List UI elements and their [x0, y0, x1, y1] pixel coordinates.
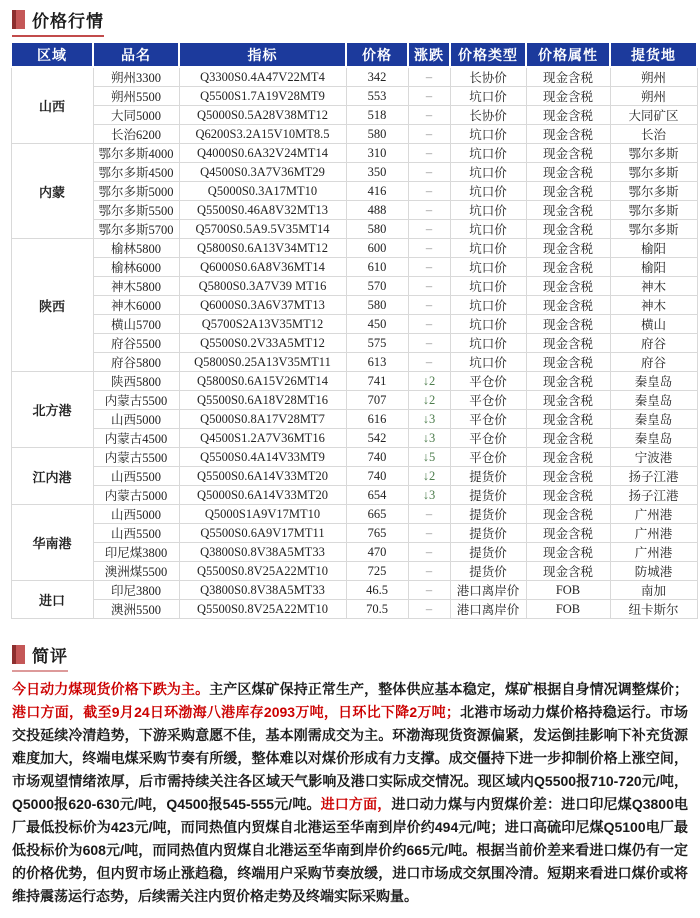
- table-row: [11, 67, 697, 87]
- table-row: [11, 144, 697, 163]
- price-type-cell: 提货价: [450, 486, 526, 505]
- name-cell: 澳洲5500: [93, 600, 179, 619]
- price-cell: 740: [346, 448, 408, 467]
- place-cell: 鄂尔多斯: [610, 163, 697, 182]
- commentary-highlight: 港口方面，截至9月24日环渤海八港库存2093万吨，日环比下降2万吨；: [12, 704, 460, 720]
- name-cell: 横山5700: [93, 315, 179, 334]
- price-type-cell: 港口离岸价: [450, 600, 526, 619]
- spec-cell: Q6000S0.3A6V37MT13: [179, 296, 346, 315]
- name-cell: 内蒙古4500: [93, 429, 179, 448]
- table-row: [11, 448, 697, 467]
- place-cell: 神木: [610, 296, 697, 315]
- price-type-cell: 坑口价: [450, 239, 526, 258]
- price-attr-cell: 现金含税: [526, 467, 610, 486]
- spec-cell: Q4500S1.2A7V36MT16: [179, 429, 346, 448]
- price-attr-cell: 现金含税: [526, 201, 610, 220]
- price-attr-cell: 现金含税: [526, 410, 610, 429]
- table-row: [11, 277, 697, 296]
- price-attr-cell: 现金含税: [526, 543, 610, 562]
- change-cell: ↓2: [408, 391, 450, 410]
- price-attr-cell: 现金含税: [526, 315, 610, 334]
- price-type-cell: 坑口价: [450, 353, 526, 372]
- table-row: [11, 239, 697, 258]
- table-row: [11, 106, 697, 125]
- spec-cell: Q3800S0.8V38A5MT33: [179, 581, 346, 600]
- price-cell: 518: [346, 106, 408, 125]
- change-cell: –: [408, 125, 450, 144]
- price-cell: 70.5: [346, 600, 408, 619]
- price-cell: 450: [346, 315, 408, 334]
- spec-cell: Q5500S0.46A8V32MT13: [179, 201, 346, 220]
- name-cell: 神木6000: [93, 296, 179, 315]
- price-attr-cell: 现金含税: [526, 524, 610, 543]
- spec-cell: Q5500S0.6A14V33MT20: [179, 467, 346, 486]
- place-cell: 秦皇岛: [610, 429, 697, 448]
- price-section-header: [12, 7, 104, 37]
- table-row: [11, 201, 697, 220]
- change-cell: ↓5: [408, 448, 450, 467]
- name-cell: 神木5800: [93, 277, 179, 296]
- price-type-cell: 港口离岸价: [450, 581, 526, 600]
- place-cell: 横山: [610, 315, 697, 334]
- change-cell: ↓2: [408, 467, 450, 486]
- table-row: [11, 87, 697, 106]
- price-type-cell: 平仓价: [450, 429, 526, 448]
- name-cell: 朔州5500: [93, 87, 179, 106]
- spec-cell: Q5700S0.5A9.5V35MT14: [179, 220, 346, 239]
- place-cell: 南加: [610, 581, 697, 600]
- region-cell: 内蒙: [11, 144, 93, 239]
- place-cell: 鄂尔多斯: [610, 182, 697, 201]
- change-cell: –: [408, 524, 450, 543]
- red-flag-icon: [12, 645, 25, 664]
- price-cell: 616: [346, 410, 408, 429]
- spec-cell: Q5000S0.5A28V38MT12: [179, 106, 346, 125]
- price-attr-cell: 现金含税: [526, 67, 610, 87]
- commentary-highlight: 今日动力煤现货价格下跌为主。: [12, 681, 210, 697]
- name-cell: 山西5500: [93, 467, 179, 486]
- table-row: [11, 182, 697, 201]
- change-cell: –: [408, 562, 450, 581]
- region-cell: 山西: [11, 67, 93, 144]
- price-attr-cell: FOB: [526, 581, 610, 600]
- col-header-7: 提货地: [610, 42, 697, 67]
- col-header-2: 指标: [179, 42, 346, 67]
- table-row: [11, 524, 697, 543]
- price-attr-cell: 现金含税: [526, 486, 610, 505]
- name-cell: 榆林5800: [93, 239, 179, 258]
- table-row: [11, 372, 697, 391]
- name-cell: 内蒙古5000: [93, 486, 179, 505]
- place-cell: 秦皇岛: [610, 391, 697, 410]
- price-attr-cell: FOB: [526, 600, 610, 619]
- price-attr-cell: 现金含税: [526, 334, 610, 353]
- spec-cell: Q5800S0.3A7V39 MT16: [179, 277, 346, 296]
- place-cell: 鄂尔多斯: [610, 201, 697, 220]
- name-cell: 大同5000: [93, 106, 179, 125]
- price-attr-cell: 现金含税: [526, 258, 610, 277]
- price-type-cell: 提货价: [450, 467, 526, 486]
- table-row: [11, 467, 697, 486]
- table-row: [11, 125, 697, 144]
- price-attr-cell: 现金含税: [526, 163, 610, 182]
- price-cell: 665: [346, 505, 408, 524]
- price-cell: 310: [346, 144, 408, 163]
- name-cell: 澳洲煤5500: [93, 562, 179, 581]
- spec-cell: Q3800S0.8V38A5MT33: [179, 543, 346, 562]
- place-cell: 广州港: [610, 524, 697, 543]
- price-type-cell: 坑口价: [450, 220, 526, 239]
- region-cell: 陕西: [11, 239, 93, 372]
- name-cell: 鄂尔多斯4500: [93, 163, 179, 182]
- change-cell: ↓3: [408, 486, 450, 505]
- price-cell: 580: [346, 125, 408, 144]
- price-attr-cell: 现金含税: [526, 353, 610, 372]
- spec-cell: Q5000S0.8A17V28MT7: [179, 410, 346, 429]
- change-cell: –: [408, 505, 450, 524]
- spec-cell: Q5500S0.8V25A22MT10: [179, 562, 346, 581]
- spec-cell: Q4500S0.3A7V36MT29: [179, 163, 346, 182]
- table-row: [11, 163, 697, 182]
- name-cell: 鄂尔多斯5700: [93, 220, 179, 239]
- price-cell: 654: [346, 486, 408, 505]
- price-cell: 416: [346, 182, 408, 201]
- name-cell: 印尼3800: [93, 581, 179, 600]
- change-cell: –: [408, 182, 450, 201]
- name-cell: 内蒙古5500: [93, 391, 179, 410]
- price-cell: 553: [346, 87, 408, 106]
- change-cell: –: [408, 277, 450, 296]
- spec-cell: Q5500S0.6A9V17MT11: [179, 524, 346, 543]
- table-row: [11, 353, 697, 372]
- price-cell: 342: [346, 67, 408, 87]
- price-attr-cell: 现金含税: [526, 144, 610, 163]
- name-cell: 山西5000: [93, 410, 179, 429]
- price-type-cell: 坑口价: [450, 182, 526, 201]
- spec-cell: Q5500S0.2V33A5MT12: [179, 334, 346, 353]
- spec-cell: Q5500S1.7A19V28MT9: [179, 87, 346, 106]
- spec-cell: Q6000S0.6A8V36MT14: [179, 258, 346, 277]
- spec-cell: Q5000S0.6A14V33MT20: [179, 486, 346, 505]
- change-cell: –: [408, 163, 450, 182]
- price-attr-cell: 现金含税: [526, 562, 610, 581]
- name-cell: 鄂尔多斯5000: [93, 182, 179, 201]
- table-row: [11, 505, 697, 524]
- price-attr-cell: 现金含税: [526, 239, 610, 258]
- price-cell: 580: [346, 220, 408, 239]
- name-cell: 府谷5800: [93, 353, 179, 372]
- table-row: [11, 334, 697, 353]
- spec-cell: Q5800S0.6A15V26MT14: [179, 372, 346, 391]
- place-cell: 神木: [610, 277, 697, 296]
- price-type-cell: 提货价: [450, 562, 526, 581]
- spec-cell: Q5000S0.3A17MT10: [179, 182, 346, 201]
- price-cell: 46.5: [346, 581, 408, 600]
- col-header-5: 价格类型: [450, 42, 526, 67]
- price-type-cell: 坑口价: [450, 201, 526, 220]
- spec-cell: Q6200S3.2A15V10MT8.5: [179, 125, 346, 144]
- price-cell: 707: [346, 391, 408, 410]
- price-attr-cell: 现金含税: [526, 429, 610, 448]
- comment-section-title: 简评: [32, 647, 68, 666]
- price-section-title: 价格行情: [32, 12, 104, 31]
- price-attr-cell: 现金含税: [526, 372, 610, 391]
- price-cell: 765: [346, 524, 408, 543]
- price-type-cell: 坑口价: [450, 334, 526, 353]
- commentary-text: 主产区煤矿保持正常生产，整体供应基本稳定，煤矿根据自身情况调整煤价；: [209, 681, 689, 697]
- market-commentary: [12, 678, 688, 908]
- table-row: [11, 258, 697, 277]
- change-cell: –: [408, 106, 450, 125]
- name-cell: 山西5500: [93, 524, 179, 543]
- change-cell: –: [408, 87, 450, 106]
- name-cell: 山西5000: [93, 505, 179, 524]
- name-cell: 府谷5500: [93, 334, 179, 353]
- place-cell: 秦皇岛: [610, 410, 697, 429]
- price-type-cell: 平仓价: [450, 410, 526, 429]
- price-type-cell: 长协价: [450, 106, 526, 125]
- change-cell: –: [408, 239, 450, 258]
- price-type-cell: 坑口价: [450, 296, 526, 315]
- col-header-4: 涨跌: [408, 42, 450, 67]
- price-type-cell: 平仓价: [450, 372, 526, 391]
- region-cell: 北方港: [11, 372, 93, 448]
- change-cell: –: [408, 543, 450, 562]
- table-row: [11, 315, 697, 334]
- price-type-cell: 提货价: [450, 543, 526, 562]
- price-cell: 740: [346, 467, 408, 486]
- change-cell: –: [408, 353, 450, 372]
- table-row: [11, 410, 697, 429]
- price-type-cell: 坑口价: [450, 277, 526, 296]
- table-row: [11, 220, 697, 239]
- change-cell: –: [408, 144, 450, 163]
- spec-cell: Q5700S2A13V35MT12: [179, 315, 346, 334]
- price-cell: 610: [346, 258, 408, 277]
- col-header-1: 品名: [93, 42, 179, 67]
- place-cell: 鄂尔多斯: [610, 144, 697, 163]
- price-cell: 570: [346, 277, 408, 296]
- price-attr-cell: 现金含税: [526, 505, 610, 524]
- place-cell: 纽卡斯尔: [610, 600, 697, 619]
- price-type-cell: 平仓价: [450, 391, 526, 410]
- price-attr-cell: 现金含税: [526, 277, 610, 296]
- place-cell: 府谷: [610, 334, 697, 353]
- place-cell: 秦皇岛: [610, 372, 697, 391]
- place-cell: 朔州: [610, 87, 697, 106]
- place-cell: 鄂尔多斯: [610, 220, 697, 239]
- name-cell: 陕西5800: [93, 372, 179, 391]
- change-cell: –: [408, 296, 450, 315]
- name-cell: 鄂尔多斯4000: [93, 144, 179, 163]
- price-cell: 542: [346, 429, 408, 448]
- price-table: [10, 41, 698, 619]
- place-cell: 榆阳: [610, 239, 697, 258]
- price-attr-cell: 现金含税: [526, 391, 610, 410]
- region-cell: 进口: [11, 581, 93, 619]
- change-cell: ↓3: [408, 429, 450, 448]
- col-header-6: 价格属性: [526, 42, 610, 67]
- table-row: [11, 391, 697, 410]
- price-type-cell: 坑口价: [450, 144, 526, 163]
- table-row: [11, 429, 697, 448]
- place-cell: 扬子江港: [610, 467, 697, 486]
- place-cell: 扬子江港: [610, 486, 697, 505]
- commentary-text: 进口动力煤与内贸煤价差：进口印尼煤Q3800电厂最低投标价为423元/吨，而同热值内贸煤自北港运至华南到岸价约494元/吨；进口高硫印尼煤Q5100电厂最低投标价为608元/吨，而同热值内贸煤自北港运至华南到岸价约665元/吨。根据当前价差来看进口煤仍有一定的价格优势，但内贸市场止涨趋稳，终端用户采购节奏放缓，进口市场成交氛围冷清。短期来看进口煤价或将维持震荡运行态势，后续需关注内贸价格走势及终端实际采购量。: [12, 796, 689, 904]
- price-type-cell: 平仓价: [450, 448, 526, 467]
- price-attr-cell: 现金含税: [526, 125, 610, 144]
- price-cell: 575: [346, 334, 408, 353]
- price-cell: 580: [346, 296, 408, 315]
- place-cell: 府谷: [610, 353, 697, 372]
- place-cell: 防城港: [610, 562, 697, 581]
- price-cell: 725: [346, 562, 408, 581]
- place-cell: 大同矿区: [610, 106, 697, 125]
- red-flag-icon: [12, 10, 25, 29]
- price-type-cell: 坑口价: [450, 315, 526, 334]
- change-cell: –: [408, 334, 450, 353]
- col-header-0: 区域: [11, 42, 93, 67]
- commentary-highlight: 进口方面，: [320, 796, 392, 812]
- place-cell: 长治: [610, 125, 697, 144]
- table-row: [11, 296, 697, 315]
- change-cell: –: [408, 220, 450, 239]
- place-cell: 宁波港: [610, 448, 697, 467]
- spec-cell: Q5500S0.8V25A22MT10: [179, 600, 346, 619]
- table-row: [11, 486, 697, 505]
- price-attr-cell: 现金含税: [526, 87, 610, 106]
- name-cell: 长治6200: [93, 125, 179, 144]
- spec-cell: Q4000S0.6A32V24MT14: [179, 144, 346, 163]
- price-cell: 488: [346, 201, 408, 220]
- place-cell: 广州港: [610, 505, 697, 524]
- col-header-3: 价格: [346, 42, 408, 67]
- change-cell: –: [408, 600, 450, 619]
- spec-cell: Q5500S0.6A18V28MT16: [179, 391, 346, 410]
- name-cell: 榆林6000: [93, 258, 179, 277]
- name-cell: 内蒙古5500: [93, 448, 179, 467]
- price-type-cell: 坑口价: [450, 87, 526, 106]
- spec-cell: Q5500S0.4A14V33MT9: [179, 448, 346, 467]
- price-type-cell: 坑口价: [450, 258, 526, 277]
- place-cell: 广州港: [610, 543, 697, 562]
- price-attr-cell: 现金含税: [526, 182, 610, 201]
- table-row: [11, 581, 697, 600]
- change-cell: –: [408, 258, 450, 277]
- change-cell: –: [408, 67, 450, 87]
- table-row: [11, 600, 697, 619]
- price-type-cell: 坑口价: [450, 125, 526, 144]
- price-cell: 600: [346, 239, 408, 258]
- name-cell: 朔州3300: [93, 67, 179, 87]
- price-attr-cell: 现金含税: [526, 296, 610, 315]
- spec-cell: Q3300S0.4A47V22MT4: [179, 67, 346, 87]
- price-attr-cell: 现金含税: [526, 106, 610, 125]
- change-cell: ↓2: [408, 372, 450, 391]
- price-type-cell: 提货价: [450, 505, 526, 524]
- spec-cell: Q5800S0.25A13V35MT11: [179, 353, 346, 372]
- price-type-cell: 提货价: [450, 524, 526, 543]
- price-table-header-row: [11, 42, 697, 67]
- region-cell: 华南港: [11, 505, 93, 581]
- price-cell: 470: [346, 543, 408, 562]
- place-cell: 榆阳: [610, 258, 697, 277]
- region-cell: 江内港: [11, 448, 93, 505]
- price-cell: 350: [346, 163, 408, 182]
- change-cell: –: [408, 315, 450, 334]
- price-attr-cell: 现金含税: [526, 448, 610, 467]
- price-cell: 741: [346, 372, 408, 391]
- section-spacer: [0, 619, 700, 635]
- price-attr-cell: 现金含税: [526, 220, 610, 239]
- name-cell: 鄂尔多斯5500: [93, 201, 179, 220]
- table-row: [11, 562, 697, 581]
- name-cell: 印尼煤3800: [93, 543, 179, 562]
- table-row: [11, 543, 697, 562]
- change-cell: ↓3: [408, 410, 450, 429]
- spec-cell: Q5000S1A9V17MT10: [179, 505, 346, 524]
- commentary-text: 北港市场动力煤价格持稳运行。市场交投延续冷清趋势，下游采购意愿不佳，基本刚需成交为主。环渤海现货资源偏紧，发运倒挂影响下补充货源难度加大，终端电煤采购节奏有所缓，整体难以对煤价形成有力支撑。成交僵持下进一步抑制价格上涨空间，市场观望情绪浓厚，后市需持续关注各区域天气影响及港口实际成交情况。现区域内Q5500报710-720元/吨，Q5000报620-630元/吨，Q4500报545-555元/吨。: [12, 704, 688, 812]
- price-type-cell: 坑口价: [450, 163, 526, 182]
- change-cell: –: [408, 581, 450, 600]
- spec-cell: Q5800S0.6A13V34MT12: [179, 239, 346, 258]
- place-cell: 朔州: [610, 67, 697, 87]
- price-cell: 613: [346, 353, 408, 372]
- change-cell: –: [408, 201, 450, 220]
- comment-section-header: [12, 642, 68, 672]
- price-type-cell: 长协价: [450, 67, 526, 87]
